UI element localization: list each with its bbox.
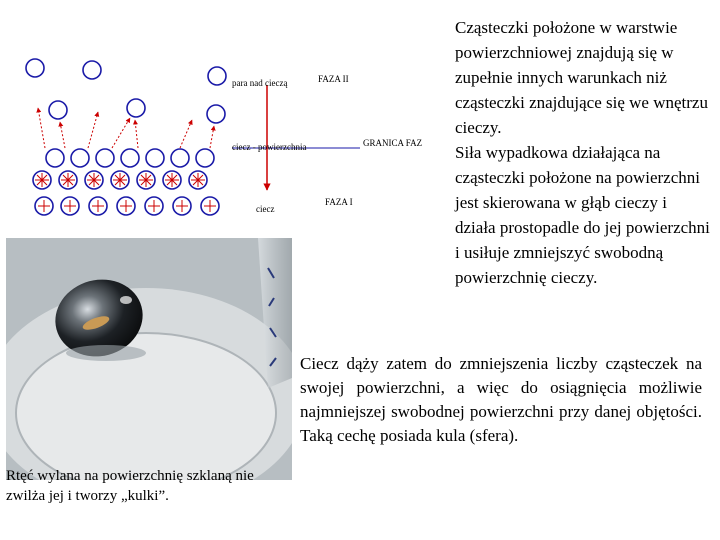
vapor-molecule [208,67,226,85]
paragraph-resultant-force: Siła wypadkowa działająca na cząsteczki położone na powierzchni jest skierowana w głąb cieczy i działa prostopadle do jej powierzchni i usiłuje zmniejszyć swobodną powierzchnię cieczy. [455,143,710,287]
vapor-molecules [26,59,226,123]
surface-molecules [46,149,214,167]
surface-tension-diagram [20,40,440,230]
surface-molecule [121,149,139,167]
surface-molecule [196,149,214,167]
vapor-molecule [207,105,225,123]
surface-molecule [146,149,164,167]
label-vapor: para nad cieczą [232,78,288,88]
conclusion-paragraph: Ciecz dąży zatem do zmniejszenia liczby cząsteczek na swojej powierzchni, a więc do osiągnięcia możliwie najmniejszej swobodnej powierzchni przy danej objętości. Taką cechę posiada kula (sfera). [300,354,702,445]
mercury-photo [6,238,292,480]
surface-molecule [46,149,64,167]
surface-molecule [71,149,89,167]
vapor-molecule [127,99,145,117]
vapor-molecule [49,101,67,119]
label-phase2: FAZA II [318,74,349,84]
label-liquid-surface: ciecz - powierzchnia [232,142,307,152]
photo-caption: Rtęć wylana na powierzchnię szklaną nie zwilża jej i tworzy „kulki”. [6,468,254,504]
mercury-in-glass-image [6,238,292,480]
right-explanation [455,15,710,290]
label-liquid: ciecz [256,204,275,214]
label-boundary: GRANICA FAZ [363,138,423,148]
label-phase1: FAZA I [325,197,353,207]
vapor-molecule [83,61,101,79]
paragraph-surface-molecules: Cząsteczki położone w warstwie powierzchniowej znajdują się w zupełnie innych warunkach niż cząsteczki znajdujące się we wnętrzu cieczy. [455,18,708,137]
vapor-molecule [26,59,44,77]
upward-force-arrows [38,108,214,148]
surface-molecule [96,149,114,167]
surface-molecule [171,149,189,167]
